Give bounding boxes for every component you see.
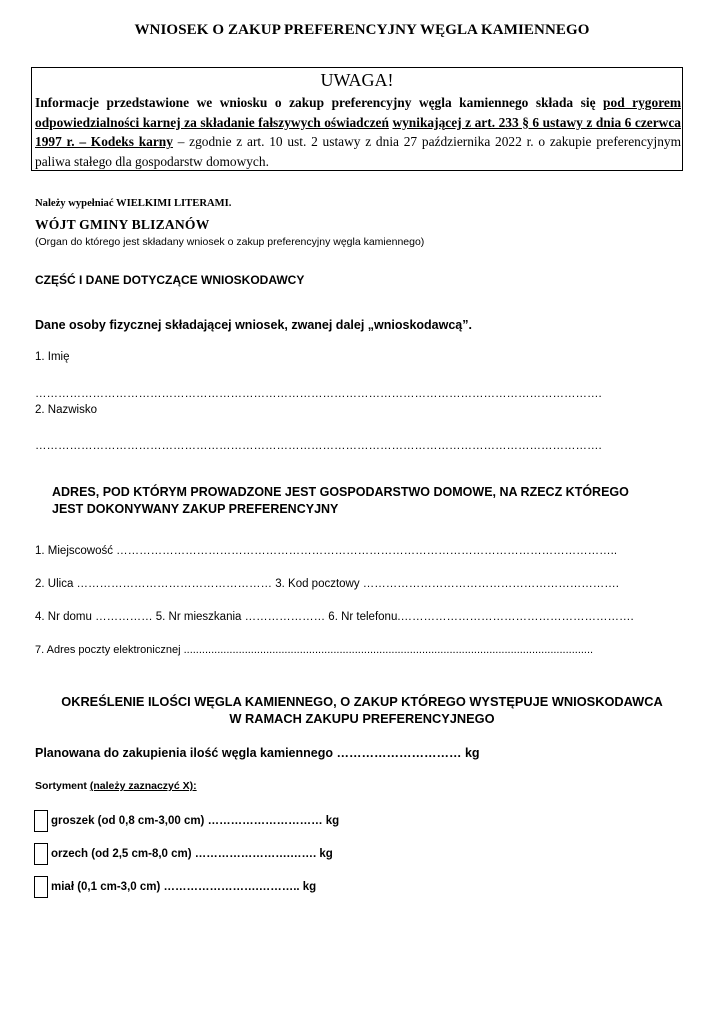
planned-quantity-field[interactable]: Planowana do zakupienia ilość węgla kamiennego ………………………… kg xyxy=(35,746,480,760)
sortiment-prefix: Sortyment xyxy=(35,780,90,792)
mial-label: miał (0,1 cm-3,0 cm) …………………….……….. kg xyxy=(51,881,317,893)
address-heading-line2: JEST DOKONYWANY ZAKUP PREFERENCYJNY xyxy=(52,502,339,516)
street-postcode-field[interactable]: 2. Ulica …………………………………………… 3. Kod pocztowy …………………………………………………………. xyxy=(35,578,620,590)
part1-heading: CZĘŚĆ I DANE DOTYCZĄCE WNIOSKODAWCY xyxy=(35,273,305,287)
address-heading-line1: ADRES, POD KTÓRYM PROWADZONE JEST GOSPODARSTWO DOMOWE, NA RZECZ KTÓREGO xyxy=(52,485,629,499)
quantity-heading xyxy=(0,693,724,727)
warning-heading: UWAGA! xyxy=(320,70,394,90)
warning-text xyxy=(35,93,681,171)
authority-name: WÓJT GMINY BLIZANÓW xyxy=(35,217,210,232)
applicant-intro: Dane osoby fizycznej składającej wniosek, zwanej dalej „wnioskodawcą”. xyxy=(35,318,472,332)
orzech-checkbox[interactable] xyxy=(34,843,48,865)
locality-field[interactable]: 1. Miejscowość ………………………………………………………………………………………………………………….. xyxy=(35,545,618,557)
groszek-label: groszek (od 0,8 cm-3,00 cm) ………………………… kg xyxy=(51,815,340,827)
orzech-label: orzech (od 2,5 cm-8,0 cm) …………………….……. kg xyxy=(51,848,333,860)
warning-box xyxy=(31,67,683,171)
groszek-checkbox[interactable] xyxy=(34,810,48,832)
warning-text-normal: – zgodnie z art. 10 ust. 2 ustawy z dnia 27 października 2022 r. o zakupie preferencyjnym paliwa stałego dla gospodarstw domowych. xyxy=(35,134,681,169)
authority-note: (Organ do którego jest składany wniosek o zakup preferencyjny węgla kamiennego) xyxy=(35,236,425,248)
first-name-field[interactable]: …………………………………………………………………………………………………………………………………. xyxy=(35,388,602,400)
email-field[interactable]: 7. Adres poczty elektronicznej ...................................................................................................................................... xyxy=(35,644,594,656)
quantity-heading-line2: W RAMACH ZAKUPU PREFERENCYJNEGO xyxy=(229,711,495,726)
quantity-heading-line1: OKREŚLENIE ILOŚCI WĘGLA KAMIENNEGO, O ZAKUP KTÓREGO WYSTĘPUJE WNIOSKODAWCA xyxy=(61,694,663,709)
warning-text-legal-basis: wynikającej z art. 233 § 6 ustawy z dnia 6 czerwca 1997 r. – Kodeks karny xyxy=(35,114,681,150)
warning-text-bold: Informacje przedstawione we wniosku o zakup preferencyjny węgla kamiennego składa się xyxy=(35,95,604,110)
sortiment-instruction: (należy zaznaczyć X): xyxy=(89,780,197,792)
mial-checkbox[interactable] xyxy=(34,876,48,898)
address-heading xyxy=(52,484,692,518)
warning-text-underlined: pod rygorem odpowiedzialności karnej za składanie fałszywych oświadczeń xyxy=(35,95,681,130)
first-name-label: 1. Imię xyxy=(35,351,70,363)
house-flat-phone-field[interactable]: 4. Nr domu …………… 5. Nr mieszkania ………………… 6. Nr telefonu.……………………………………………………. xyxy=(35,611,634,623)
sortiment-label xyxy=(35,780,197,792)
last-name-field[interactable]: …………………………………………………………………………………………………………………………………. xyxy=(35,440,602,452)
last-name-label: 2. Nazwisko xyxy=(35,404,97,416)
document-title: WNIOSEK O ZAKUP PREFERENCYJNY WĘGLA KAMIENNEGO xyxy=(134,22,590,38)
fill-instruction: Należy wypełniać WIELKIMI LITERAMI. xyxy=(35,198,232,209)
